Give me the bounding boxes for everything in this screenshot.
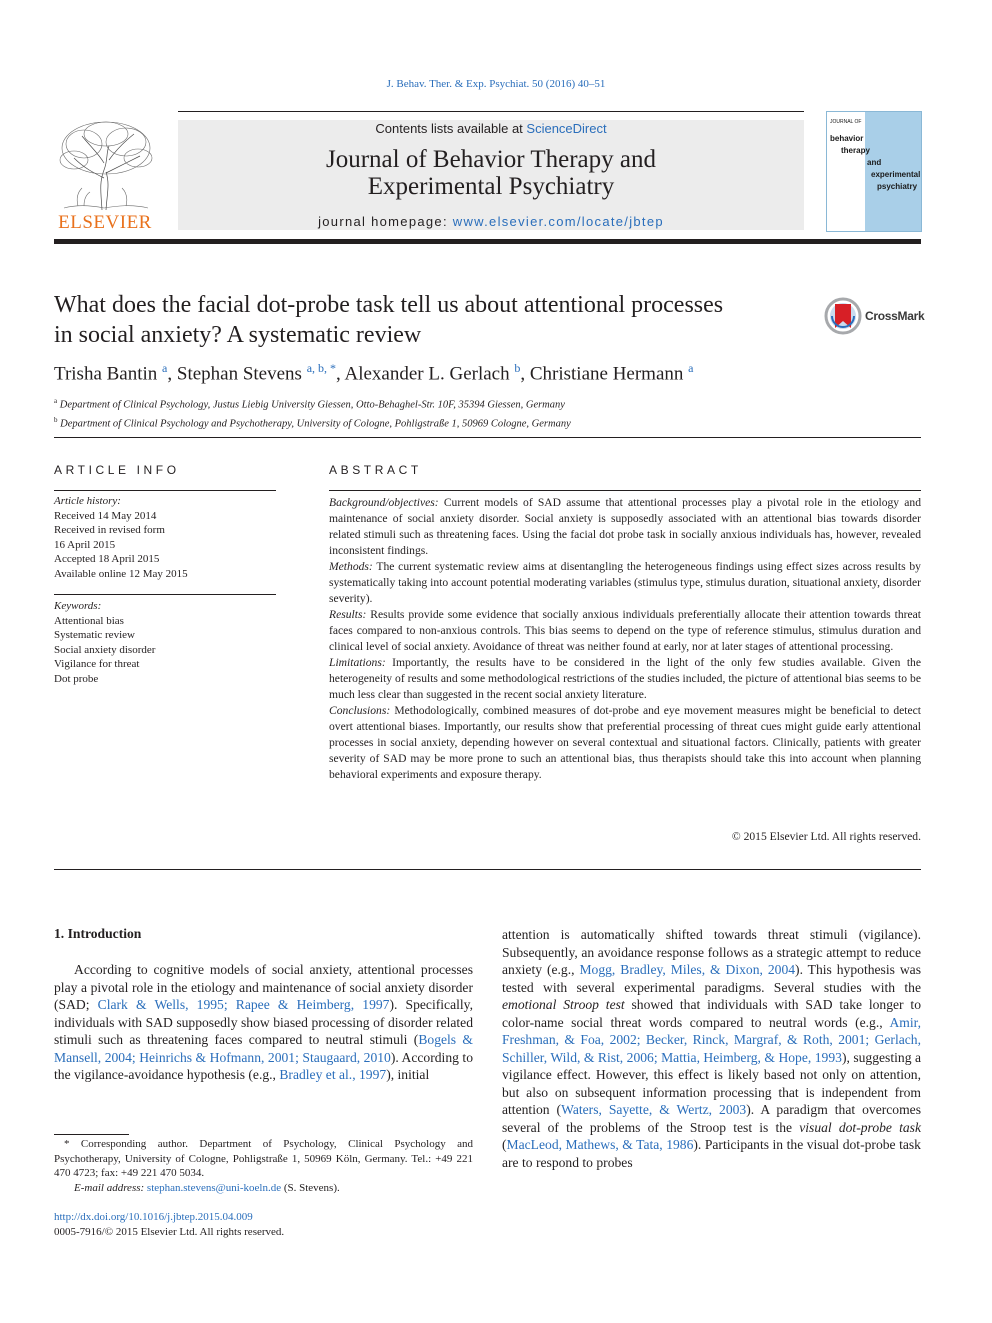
abstract-section: [329, 607, 921, 655]
paragraph: [502, 926, 921, 1171]
article-info-heading: ARTICLE INFO: [54, 463, 180, 477]
abstract-section-label: Limitations:: [329, 656, 386, 669]
journal-citation[interactable]: J. Behav. Ther. & Exp. Psychiat. 50 (2016) 40–51: [386, 78, 606, 90]
abstract-section-text: Importantly, the results have to be considered in the light of the only few studies available. Given the heterogeneity of results and some methodological restrictions of the studies included, the picture of attentional bias seems to be much less clear than suggested in the recent social anxiety literature.: [329, 656, 921, 701]
elsevier-wordmark: ELSEVIER: [58, 212, 152, 233]
body-column-right: [502, 926, 921, 1171]
history-item: Received in revised form: [54, 524, 165, 536]
abstract-section-label: Conclusions:: [329, 704, 391, 717]
contents-prefix: Contents lists available at: [375, 121, 527, 136]
body-text: showed that individuals with SAD take longer to color-name social threat words compared to neutral words (e.g.,: [502, 997, 921, 1030]
crossmark-badge[interactable]: [824, 297, 924, 335]
cover-line-2: behavior: [830, 134, 864, 143]
divider: [54, 490, 276, 491]
history-label: Article history:: [54, 495, 121, 507]
author-affiliation-link[interactable]: a, b, *: [306, 361, 337, 375]
emphasis-text: emotional Stroop test: [502, 997, 625, 1012]
keyword: Vigilance for threat: [54, 658, 140, 670]
citation-link[interactable]: MacLeod, Mathews, & Tata, 1986: [506, 1137, 694, 1152]
citation-link[interactable]: Clark & Wells, 1995; Rapee & Heimberg, 1997: [97, 997, 390, 1012]
homepage-prefix: journal homepage:: [318, 214, 453, 229]
abstract-heading: ABSTRACT: [329, 463, 422, 477]
body-text: (: [502, 1137, 507, 1152]
keywords-label: Keywords:: [54, 600, 102, 612]
keywords: [54, 599, 155, 686]
journal-cover-thumbnail[interactable]: [826, 111, 922, 232]
sciencedirect-link[interactable]: ScienceDirect: [526, 121, 607, 136]
body-text: ), initial: [386, 1067, 430, 1082]
elsevier-logo[interactable]: [54, 118, 156, 234]
body-text: ). According to the vigilance-avoidance hypothesis (e.g.,: [54, 1049, 474, 1082]
abstract-section: [329, 495, 921, 559]
crossmark-icon: [824, 297, 862, 335]
author-name: Trisha Bantin: [54, 363, 158, 385]
header-top-rule: [178, 111, 804, 112]
abstract-section-label: Background/objectives:: [329, 496, 439, 509]
doi-link[interactable]: http://dx.doi.org/10.1016/j.jbtep.2015.04.009: [54, 1211, 253, 1223]
issn-line: 0005-7916/© 2015 Elsevier Ltd. All rights reserved.: [54, 1226, 285, 1238]
paragraph: [54, 961, 473, 1084]
cover-line-4: and: [867, 158, 882, 167]
crossmark-label: CrossMark: [865, 309, 925, 323]
footnote: [54, 1137, 473, 1195]
keyword: Systematic review: [54, 629, 135, 641]
history-item: Received 14 May 2014: [54, 509, 157, 522]
keyword: Social anxiety disorder: [54, 643, 156, 656]
homepage-line: [178, 214, 804, 229]
author-name: Christiane Hermann: [529, 363, 684, 385]
abstract-section: [329, 559, 921, 607]
email-suffix: (S. Stevens).: [281, 1181, 340, 1194]
body-text: According to cognitive models of social anxiety, attentional processes play a pivotal role in the etiology and maintenance of social anxiety disorder (SAD;: [54, 962, 473, 1012]
citation-link[interactable]: Bradley et al., 1997: [279, 1067, 387, 1082]
article-title: [54, 290, 814, 350]
body-text: ). Participants in the visual dot-probe task are to respond to probes: [502, 1137, 921, 1170]
abstract-section-text: The current systematic review aims at disentangling the heterogeneous findings using effect sizes across results by systematically taking into account potential moderating variables (stimulus type, stimulus duration, situational anxiety, disorder severity).: [329, 560, 921, 605]
author-affiliation-link[interactable]: a: [162, 361, 168, 375]
emphasis-text: visual dot-probe task: [799, 1119, 921, 1135]
history-item: 16 April 2015: [54, 538, 116, 551]
history-item: Accepted 18 April 2015: [54, 553, 160, 565]
footnote-email-line: [54, 1181, 473, 1196]
email-link[interactable]: stephan.stevens@uni-koeln.de: [146, 1181, 282, 1194]
homepage-link[interactable]: www.elsevier.com/locate/jbtep: [452, 214, 664, 229]
abstract-section-text: Results provide some evidence that socially anxious individuals preferentially allocate their attention towards threat faces compared to non-anxious controls. This bias seems to depend on the type of reference stimulus, stimulus duration and clinical level of social anxiety. Avoidance of threat was neither found at early, nor at later stages of attentional processing.: [329, 608, 921, 653]
body-column-left: [54, 961, 473, 1084]
body-text: attention is automatically shifted towards threat stimuli (vigilance). Subsequently, an avoidance response follows as a strategic attempt to reduce anxiety (e.g.,: [502, 927, 921, 977]
affiliation-marker: b: [54, 415, 58, 424]
affiliation-a: [54, 394, 571, 413]
affiliation-b: [54, 413, 571, 432]
section-heading: 1. Introduction: [54, 926, 142, 941]
body-text: ), suggesting a vigilance effect. However, this effect is likely based not only on attention, but also on subsequent information processing that is independent from attention (: [502, 1049, 921, 1117]
citation-link[interactable]: Bogels & Mansell, 2004; Heinrichs & Hofmann, 2001; Staugaard, 2010: [54, 1032, 474, 1065]
affiliation-text: Department of Clinical Psychology and Psychotherapy, University of Cologne, Pohligstraße 1, 50969 Cologne, Germany: [60, 418, 571, 429]
affiliation-text: Department of Clinical Psychology, Justus Liebig University Giessen, Otto-Behaghel-Str. 10F, 35394 Giessen, Germany: [59, 399, 565, 411]
abstract-section-text: Current models of SAD assume that attentional processes play a pivotal role in the etiology and maintenance of social anxiety disorder. Social anxiety is supposedly associated with an attentional bias towards disorder related stimuli such as threatening faces. Using the facial dot probe task in socially anxious individuals has, however, revealed inconsistent findings.: [329, 496, 921, 557]
abstract-copyright: © 2015 Elsevier Ltd. All rights reserved.: [731, 830, 921, 843]
article-title-line-2: in social anxiety? A systematic review: [54, 322, 422, 348]
footnote-rule: [54, 1134, 129, 1135]
divider: [54, 437, 921, 438]
email-label: E-mail address:: [74, 1181, 147, 1194]
author-name: Alexander L. Gerlach: [344, 363, 510, 385]
body-text: ). This hypothesis was tested with several experimental paradigms. Several studies with the: [502, 962, 921, 995]
citation-link[interactable]: Mogg, Bradley, Miles, & Dixon, 2004: [579, 962, 796, 977]
author-affiliation-link[interactable]: b: [514, 361, 521, 375]
divider: [54, 869, 921, 870]
article-history: [54, 494, 188, 581]
affiliation-marker: a: [54, 397, 58, 405]
journal-title-line-1: Journal of Behavior Therapy and: [326, 146, 656, 173]
divider: [329, 490, 921, 491]
abstract-section-text: Methodologically, combined measures of dot-probe and eye movement measures might be beneficial to detect overt attentional biases. Importantly, our results show that preferential processing of threat cues might guide early attentional processes in social anxiety, depending however on several contextual and situational factors. Clinically, patients with greater severity of SAD may be more prone to such an attentional bias, thus therapists should take this into account when planning behavioral experiments and exposure therapy.: [329, 704, 922, 781]
body-text: ). A paradigm that overcomes several of the problems of the Stroop test is the: [502, 1102, 921, 1135]
body-text: ). Specifically, individuals with SAD supposedly show biased processing of disorder related stimuli such as threatening faces compared to neutral stimuli (: [54, 997, 473, 1047]
history-item: Available online 12 May 2015: [54, 567, 188, 580]
keyword: Attentional bias: [54, 614, 124, 627]
keyword: Dot probe: [54, 672, 99, 685]
contents-line: [178, 121, 804, 136]
citation-link[interactable]: Waters, Sayette, & Wertz, 2003: [561, 1102, 747, 1117]
abstract-body: [329, 495, 921, 783]
cover-line-1: JOURNAL OF: [830, 119, 862, 125]
citation-link[interactable]: Amir, Freshman, & Foa, 2002; Becker, Rinck, Margraf, & Roth, 2001; Gerlach, Schiller, Wild, & Rist, 2006; Mattia, Heimberg, & Hope, 1993: [502, 1014, 921, 1065]
author-list: Trisha Bantin $^a$, Stephan Stevens $^{a, b, *}$, Alexander L. Gerlach $^b$, Christiane Hermann $^a$: [54, 361, 694, 385]
article-title-line-1: What does the facial dot-probe task tell us about attentional processes: [54, 292, 724, 318]
elsevier-tree-icon: [54, 118, 156, 214]
abstract-section-label: Methods:: [329, 560, 373, 573]
abstract-section: [329, 703, 921, 783]
author-affiliation-link[interactable]: a: [688, 361, 694, 375]
author-name: Stephan Stevens: [176, 363, 302, 385]
divider: [54, 594, 276, 595]
cover-line-5: experimental: [871, 170, 921, 179]
header-thick-rule: [54, 239, 921, 244]
cover-white-band: [827, 112, 865, 231]
cover-line-3: therapy: [841, 146, 870, 155]
footnote-corresponding: * Corresponding author. Department of Psychology, Clinical Psychology and Psychotherapy, University of Cologne, Pohligstraße 1, 50969 Köln, Germany. Tel.: +49 221 470 4723; fax: +49 221 470 5034.: [54, 1138, 473, 1179]
journal-title: [178, 146, 804, 200]
abstract-section-label: Results:: [329, 608, 367, 621]
abstract-section: [329, 655, 921, 703]
affiliations: [54, 394, 571, 431]
journal-title-line-2: Experimental Psychiatry: [367, 173, 615, 200]
cover-line-6: psychiatry: [877, 182, 918, 191]
